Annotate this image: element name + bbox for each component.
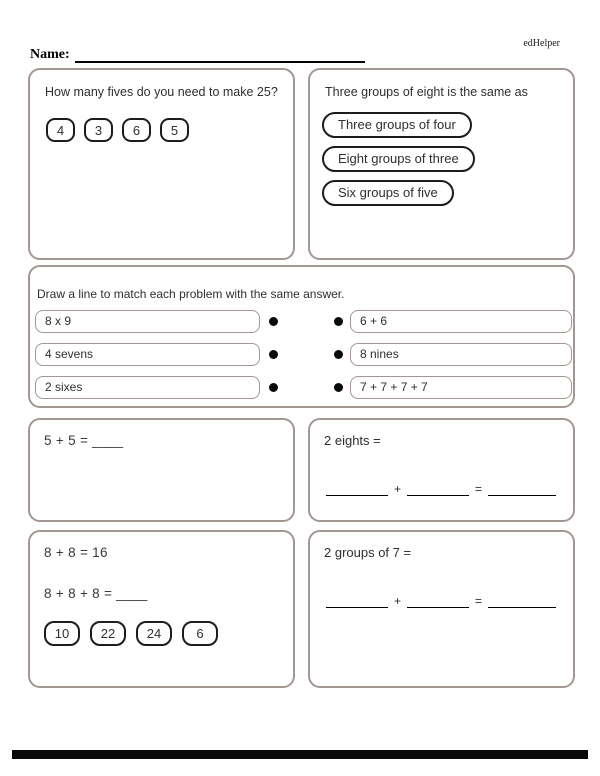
answer-chip[interactable]: 3: [84, 118, 113, 142]
answer-chip[interactable]: 22: [90, 621, 126, 646]
name-blank-line[interactable]: [75, 48, 365, 63]
question-box-fives: [28, 68, 295, 260]
match-dot-right-icon[interactable]: [334, 350, 343, 359]
name-label: Name:: [30, 47, 70, 62]
match-dot-right-icon[interactable]: [334, 383, 343, 392]
plus-sign: +: [394, 594, 402, 608]
answer-choices: [30, 601, 293, 646]
plus-sign: +: [394, 482, 402, 496]
match-dot-left-icon[interactable]: [269, 383, 278, 392]
problem-box-triple-eight: [28, 530, 295, 688]
answer-pill[interactable]: Eight groups of three: [322, 146, 475, 172]
match-right-item[interactable]: 7 + 7 + 7 + 7: [350, 376, 572, 399]
match-dot-left-icon[interactable]: [269, 317, 278, 326]
equals-sign: =: [475, 482, 483, 496]
match-row: [35, 309, 573, 333]
answer-options: [310, 102, 573, 206]
problem-text: 2 groups of 7 =: [324, 545, 412, 560]
equals-sign: =: [475, 594, 483, 608]
answer-chip[interactable]: 6: [122, 118, 151, 142]
problem-text: 5 + 5 = ____: [44, 433, 124, 448]
answer-chip[interactable]: 6: [182, 621, 218, 646]
problem-box-addition: [28, 418, 295, 522]
footer-divider-bar: [12, 750, 588, 759]
equation-blank-field[interactable]: [326, 594, 388, 608]
match-right-item[interactable]: 6 + 6: [350, 310, 572, 333]
match-left-item[interactable]: 8 x 9: [35, 310, 260, 333]
problem-box-eights: [308, 418, 575, 522]
equation-blank-field[interactable]: [488, 594, 556, 608]
equation-blank-field[interactable]: [407, 594, 469, 608]
problem-box-groups-of-seven: [308, 530, 575, 688]
match-right-item[interactable]: 8 nines: [350, 343, 572, 366]
question-text: Three groups of eight is the same as: [325, 85, 528, 99]
matching-box: [28, 265, 575, 408]
matching-instruction: Draw a line to match each problem with the same answer.: [37, 287, 345, 301]
question-box-groups: [308, 68, 575, 260]
question-text: How many fives do you need to make 25?: [45, 85, 278, 99]
equation-blanks: [326, 482, 559, 496]
match-dot-left-icon[interactable]: [269, 350, 278, 359]
match-dot-right-icon[interactable]: [334, 317, 343, 326]
edhelper-logo: edHelper: [523, 38, 560, 49]
answer-pill[interactable]: Six groups of five: [322, 180, 454, 206]
name-row: [30, 47, 365, 63]
equation-blank-field[interactable]: [326, 482, 388, 496]
problem-text: 2 eights =: [324, 433, 381, 448]
equation-blanks: [326, 594, 559, 608]
answer-chip[interactable]: 24: [136, 621, 172, 646]
equation-blank-field[interactable]: [407, 482, 469, 496]
match-row: [35, 375, 573, 399]
answer-pill[interactable]: Three groups of four: [322, 112, 472, 138]
problem-line-1: 8 + 8 = 16: [44, 545, 108, 560]
problem-line-2: 8 + 8 + 8 = ____: [44, 586, 148, 601]
answer-choices: [30, 102, 293, 142]
match-row: [35, 342, 573, 366]
answer-chip[interactable]: 5: [160, 118, 189, 142]
equation-blank-field[interactable]: [488, 482, 556, 496]
answer-chip[interactable]: 10: [44, 621, 80, 646]
match-left-item[interactable]: 2 sixes: [35, 376, 260, 399]
match-left-item[interactable]: 4 sevens: [35, 343, 260, 366]
answer-chip[interactable]: 4: [46, 118, 75, 142]
